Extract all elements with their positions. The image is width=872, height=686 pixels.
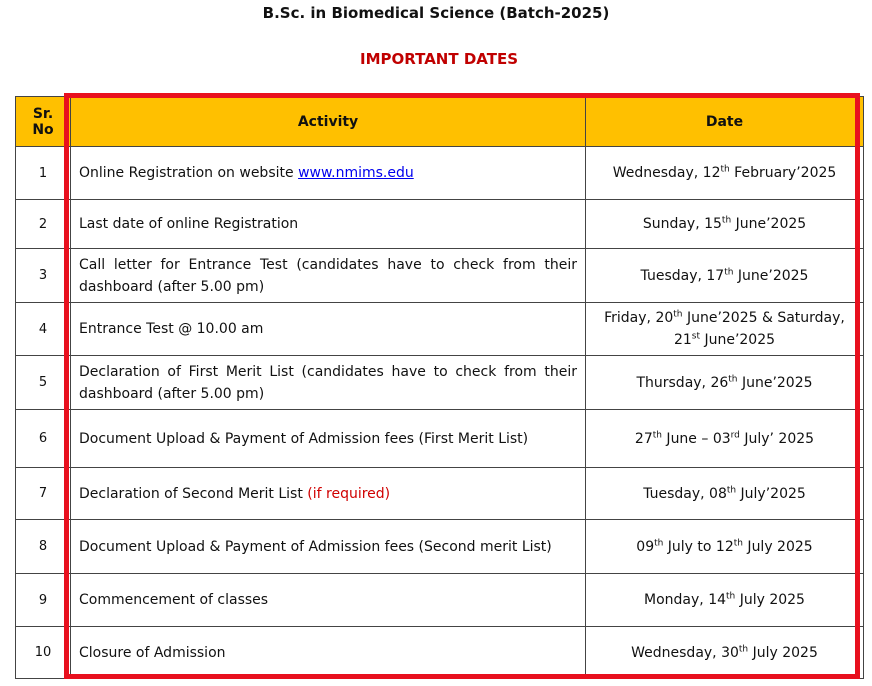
table-row xyxy=(16,520,864,574)
table-row xyxy=(16,303,864,356)
table-row xyxy=(16,627,864,679)
row-activity: Entrance Test @ 10.00 am xyxy=(71,303,586,356)
row-date: Wednesday, 30th July 2025 xyxy=(586,627,864,679)
table-row xyxy=(16,574,864,627)
row-date: Wednesday, 12th February’2025 xyxy=(586,147,864,200)
row-sr: 4 xyxy=(16,303,71,356)
header-date: Date xyxy=(586,97,864,147)
row-sr: 1 xyxy=(16,147,71,200)
row-date: 27th June – 03rd July’ 2025 xyxy=(586,410,864,468)
row-date: Monday, 14th July 2025 xyxy=(586,574,864,627)
table-header-row xyxy=(16,97,864,147)
table-row xyxy=(16,200,864,249)
row-sr: 2 xyxy=(16,200,71,249)
row-activity: Call letter for Entrance Test (candidates have to check from their dashboard (after 5.00 pm) xyxy=(71,249,586,303)
row-activity: Last date of online Registration xyxy=(71,200,586,249)
table-row xyxy=(16,468,864,520)
website-link[interactable]: www.nmims.edu xyxy=(298,165,414,181)
row-activity: Declaration of First Merit List (candidates have to check from their dashboard (after 5.00 pm) xyxy=(71,356,586,410)
header-activity: Activity xyxy=(71,97,586,147)
header-sr-no: Sr. No xyxy=(16,97,71,147)
section-heading: IMPORTANT DATES xyxy=(360,50,518,68)
table-row xyxy=(16,249,864,303)
row-sr: 3 xyxy=(16,249,71,303)
row-date: 09th July to 12th July 2025 xyxy=(586,520,864,574)
table-row xyxy=(16,147,864,200)
row-sr: 8 xyxy=(16,520,71,574)
row-sr: 6 xyxy=(16,410,71,468)
row-date: Tuesday, 08th July’2025 xyxy=(586,468,864,520)
row-sr: 9 xyxy=(16,574,71,627)
important-dates-table xyxy=(15,96,864,679)
row-date: Tuesday, 17th June’2025 xyxy=(586,249,864,303)
if-required-note: (if required) xyxy=(307,485,391,502)
row-activity: Declaration of Second Merit List (if required) xyxy=(71,468,586,520)
row-sr: 5 xyxy=(16,356,71,410)
row-sr: 7 xyxy=(16,468,71,520)
row-activity: Document Upload & Payment of Admission fees (First Merit List) xyxy=(71,410,586,468)
table-row xyxy=(16,356,864,410)
row-activity: Commencement of classes xyxy=(71,574,586,627)
row-activity: Closure of Admission xyxy=(71,627,586,679)
row-date: Friday, 20th June’2025 & Saturday, 21st June’2025 xyxy=(586,303,864,356)
row-date: Thursday, 26th June’2025 xyxy=(586,356,864,410)
page-title: B.Sc. in Biomedical Science (Batch-2025) xyxy=(262,4,610,22)
row-activity: Document Upload & Payment of Admission fees (Second merit List) xyxy=(71,520,586,574)
row-sr: 10 xyxy=(16,627,71,679)
row-date: Sunday, 15th June’2025 xyxy=(586,200,864,249)
table-row xyxy=(16,410,864,468)
row-activity: Online Registration on website www.nmims.edu xyxy=(71,147,586,200)
